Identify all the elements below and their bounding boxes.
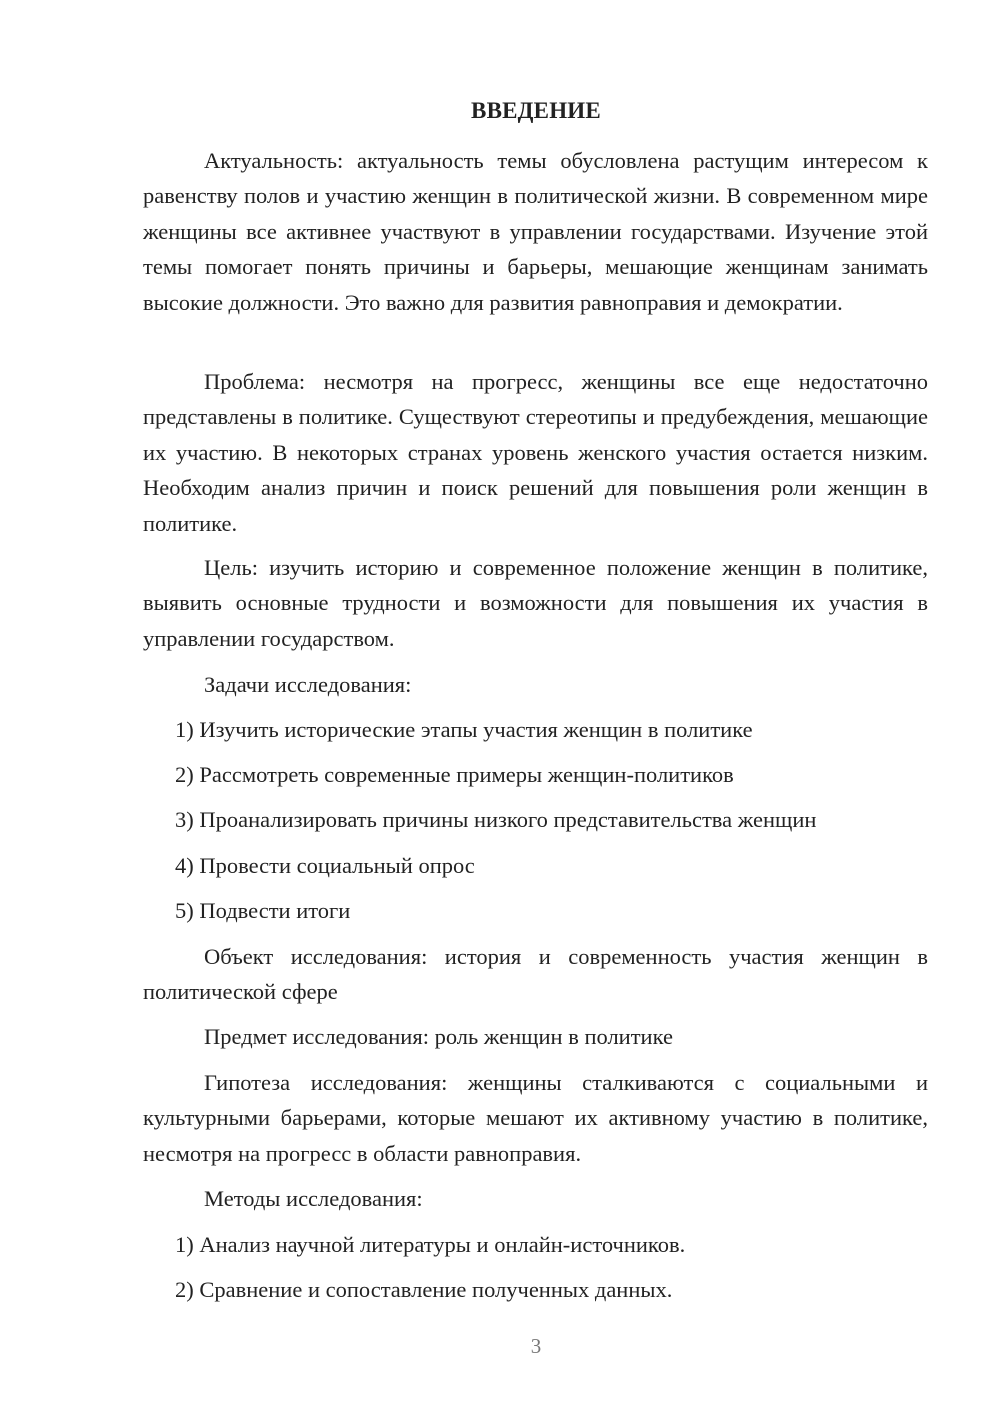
relevance-paragraph: Актуальность: актуальность темы обусловлена растущим интересом к равенству полов и участию женщин в политической жизни. В современном мире женщины все активнее участвуют в управлении государствами. Изучение этой темы помогает понять причины и барьеры, мешающие женщинам занимать высокие должности. Это важно для развития равноправия и демократии. bbox=[143, 148, 928, 315]
method-item: 1) Анализ научной литературы и онлайн-источников. bbox=[175, 1232, 686, 1257]
page-title: ВВЕДЕНИЕ bbox=[471, 98, 601, 123]
tasks-heading: Задачи исследования: bbox=[204, 672, 412, 697]
goal-paragraph: Цель: изучить историю и современное положение женщин в политике, выявить основные трудности и возможности для повышения их участия в управлении государством. bbox=[143, 555, 928, 651]
subject-line: Предмет исследования: роль женщин в политике bbox=[204, 1024, 673, 1049]
methods-heading: Методы исследования: bbox=[204, 1186, 423, 1211]
task-item: 1) Изучить исторические этапы участия женщин в политике bbox=[175, 717, 753, 742]
page-number: 3 bbox=[530, 1334, 542, 1358]
task-item: 3) Проанализировать причины низкого представительства женщин bbox=[175, 807, 817, 832]
task-item: 4) Провести социальный опрос bbox=[175, 853, 475, 878]
method-item: 2) Сравнение и сопоставление полученных данных. bbox=[175, 1277, 673, 1302]
task-item: 5) Подвести итоги bbox=[175, 898, 351, 923]
object-paragraph: Объект исследования: история и современность участия женщин в политической сфере bbox=[143, 944, 928, 1005]
problem-paragraph: Проблема: несмотря на прогресс, женщины все еще недостаточно представлены в политике. Существуют стереотипы и предубеждения, мешающие их участию. В некоторых странах уровень женского участия остается низким. Необходим анализ причин и поиск решений для повышения роли женщин в политике. bbox=[143, 369, 928, 536]
task-item: 2) Рассмотреть современные примеры женщин-политиков bbox=[175, 762, 734, 787]
hypothesis-paragraph: Гипотеза исследования: женщины сталкиваются с социальными и культурными барьерами, которые мешают их активному участию в политике, несмотря на прогресс в области равноправия. bbox=[143, 1070, 928, 1166]
